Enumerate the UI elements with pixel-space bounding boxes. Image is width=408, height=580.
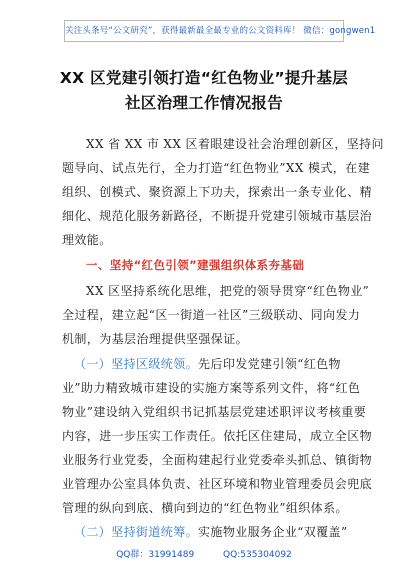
subsection1-line: 管理的纵向到底、横向到边的“红色物业”组织体系。 [62, 501, 348, 515]
footer-qq-group: QQ群：31991489 [116, 550, 195, 560]
promo-banner: 关注头条号“公文研究”，获得最新最全最专业的公文资料库！ 微信：gongwen1 [64, 20, 344, 42]
section1-line: 机制，为基层治理提供坚强保证。 [62, 332, 249, 346]
document-title-line-1: XX 区党建引领打造“红色物业”提升基层 [59, 69, 349, 87]
subsection1-text: 先后印发党建引领“红色物 [198, 357, 341, 371]
intro-line: 理效能。 [62, 233, 112, 247]
section-heading-1: 一、坚持“红色引领”建强组织体系夯基础 [86, 258, 305, 272]
subsection1-line: 业”助力精致城市建设的实施方案等系列文件，将“红色 [62, 381, 361, 395]
intro-line: XX 省 XX 市 XX 区着眼建设社会治理创新区，坚持问 [86, 137, 384, 151]
subsection1-line: 物业”建设纳入党组织书记抓基层党建述职评议考核重要 [62, 405, 367, 419]
footer-qq: QQ:535304092 [223, 550, 292, 560]
intro-line: 细化、规范化服务新路径，不断提升党建引领城市基层治 [62, 209, 373, 223]
section1-line: 全过程，建立起“区一街道一社区”三级联动、同向发力 [62, 308, 361, 322]
subsection2-first-line [74, 524, 348, 540]
document-title-line-2: 社区治理工作情况报告 [124, 94, 283, 112]
intro-line: 组织、创模式、聚资源上下功夫，探索出一条专业化、精 [62, 185, 373, 199]
subsection1-label: （一）坚持区级统领。 [74, 357, 199, 371]
footer-contact [0, 547, 408, 560]
subsection1-line: 业管理办公室具体负责、社区环境和物业管理委员会兜底 [62, 477, 373, 491]
subsection1-line: 内容，进一步压实工作责任。依托区住建局，成立全区物 [62, 429, 373, 443]
subsection2-label: （二）坚持街道统筹。 [74, 525, 199, 539]
subsection1-line: 业服务行业党委，全面构建起行业党委牵头抓总、镇街物 [62, 453, 373, 467]
subsection2-text: 实施物业服务企业“双覆盖” [198, 525, 348, 539]
intro-line: 题导向、试点先行，全力打造“红色物业”XX 模式，在建 [62, 161, 370, 175]
section1-line: XX 区坚持系统化思维，把党的领导贯穿“红色物业” [86, 284, 370, 298]
subsection1-first-line [74, 356, 341, 372]
